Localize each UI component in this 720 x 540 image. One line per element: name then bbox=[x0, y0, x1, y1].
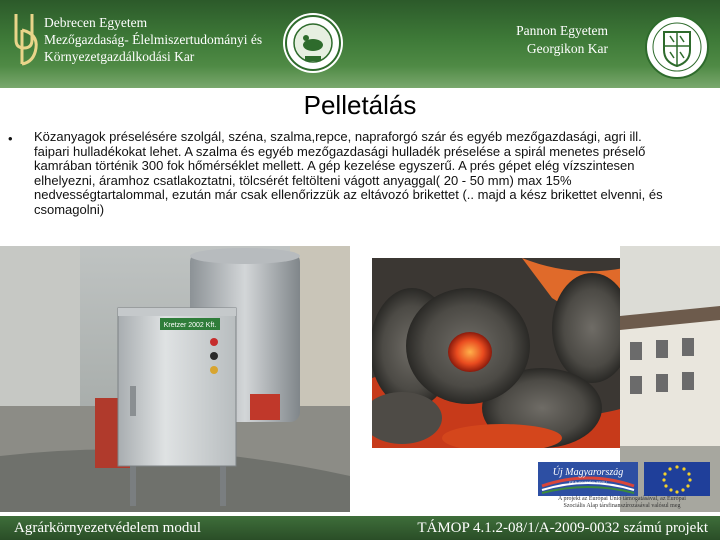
funding-logo-subtext: FEJLESZTÉSI TERV bbox=[569, 480, 607, 485]
pellet-machine-photo bbox=[0, 246, 350, 512]
right-institution bbox=[480, 22, 608, 58]
footer-project: TÁMOP 4.1.2-08/1/A-2009-0032 számú projekt bbox=[417, 520, 708, 536]
briquette-fire-photo bbox=[372, 258, 624, 448]
university-seal-icon bbox=[644, 10, 710, 84]
slide-title: Pelletálás bbox=[303, 90, 417, 120]
funding-line2: Szociális Alap társfinanszírozásával valósul meg bbox=[563, 503, 681, 509]
bullet-icon: • bbox=[8, 131, 13, 146]
funding-logo-text: Új Magyarország bbox=[552, 467, 624, 478]
machine-label: Kretzer 2002 Kft. bbox=[163, 322, 217, 329]
ud-logo-icon bbox=[8, 6, 44, 68]
bullet-text: Közanyagok préselésére szolgál, széna, szalma,repce, napraforgó szár és egyéb mezőgazdasági, agri ill. faipari hulladékokat lehet. A szalma és egyéb mezőgazdasági hulladék préselése a spirál menetes préselő kamrában történik 300 fok hőmérséklet mellett. A gép kezelése egyszerű. A prés gépet elég vízszintesen elhelyezni, áramhoz csatlakoztatni, tölcsérét feltölteni vágott anyaggal( 20 - 50 mm) max 15% nedvességtartalommal, ezután már csak ellenőrizzük az eltávozó brikettet (.. majd a kész brikettet elvenni, és csomagolni) bbox=[34, 129, 663, 217]
left-institution-line2: Mezőgazdaság- Élelmiszertudományi és bbox=[44, 32, 263, 47]
faculty-seal-icon bbox=[282, 12, 344, 74]
funding-note bbox=[532, 496, 712, 510]
right-institution-line2: Georgikon Kar bbox=[526, 41, 608, 56]
left-institution-line3: Környezetgazdálkodási Kar bbox=[44, 49, 195, 64]
left-institution bbox=[44, 14, 262, 65]
header-banner bbox=[0, 0, 720, 88]
footer-bar bbox=[0, 516, 720, 540]
left-institution-line1: Debrecen Egyetem bbox=[44, 15, 148, 30]
footer-module: Agrárkörnyezetvédelem modul bbox=[14, 520, 202, 536]
funding-logos bbox=[538, 462, 710, 496]
right-institution-line1: Pannon Egyetem bbox=[516, 23, 608, 38]
funding-line1: A projekt az Európai Unió támogatásával, az Európai bbox=[558, 496, 686, 502]
